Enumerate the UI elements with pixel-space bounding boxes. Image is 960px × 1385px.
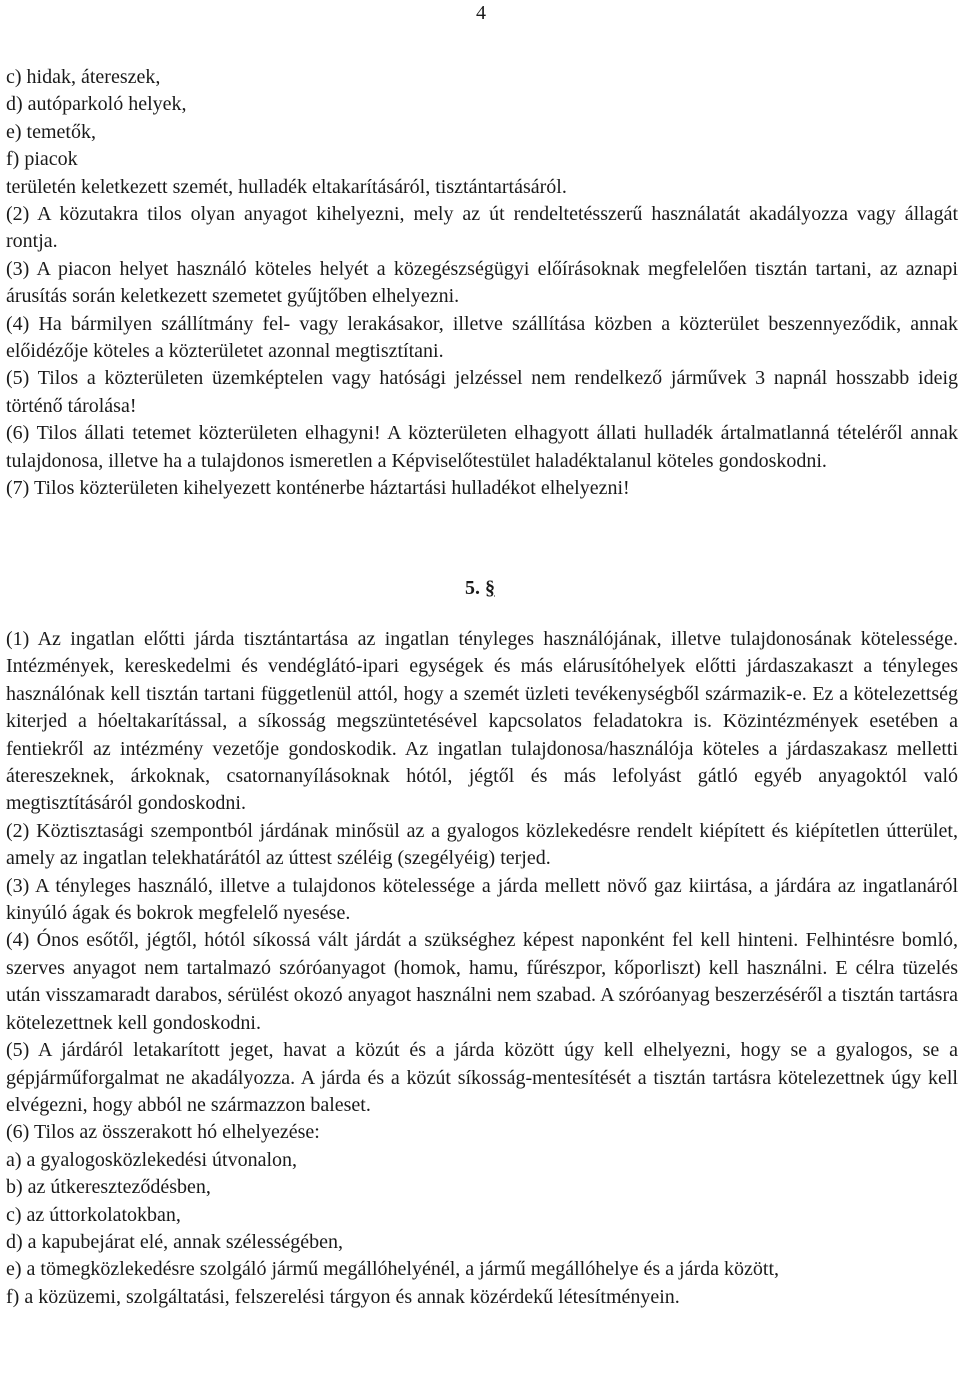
list-item: d) autóparkoló helyek, <box>6 93 187 116</box>
list-item: e) a tömegközlekedésre szolgáló jármű megállóhelyénél, a jármű megállóhelye és a járda között, <box>6 1258 780 1281</box>
section-number: 5. <box>465 577 480 599</box>
list-item: a) a gyalogosközlekedési útvonalon, <box>6 1148 298 1171</box>
section-symbol: § <box>485 577 495 599</box>
paragraph-7: (7) Tilos közterületen kihelyezett konténerbe háztartási hulladékot elhelyezni! <box>6 477 630 500</box>
list-item: f) piacok <box>6 148 78 171</box>
section-heading <box>0 575 960 601</box>
paragraph-3: (3) A piacon helyet használó köteles helyét a közegészségügyi előírásoknak megfelelően tisztán tartani, az aznapi árusítás során keletkezett szemetet gyűjtőben elhelyezni. <box>6 257 958 308</box>
paragraph-2: (2) A közutakra tilos olyan anyagot kihelyezni, mely az út rendeltetésszerű használatát akadályozza vagy állagát rontja. <box>6 203 958 253</box>
paragraph-3: (3) A tényleges használó, illetve a tulajdonos kötelessége a járda mellett növő gaz kiirtása, a járdára az ingatlanáról kinyúló ágak és bokrok megfelelő nyesése. <box>6 874 958 925</box>
page-number: 4 <box>476 2 486 24</box>
list-item: d) a kapubejárat elé, annak szélességében, <box>6 1230 344 1253</box>
list-item: c) az úttorkolatokban, <box>6 1203 181 1226</box>
lower-text-block <box>6 626 958 1311</box>
paragraph-6-heading: (6) Tilos az összerakott hó elhelyezése: <box>6 1121 320 1144</box>
paragraph-4: (4) Ha bármilyen szállítmány fel- vagy lerakásakor, illetve szállítása közben a közterület beszennyeződik, annak előidézője köteles a közterületet azonnal megtisztítani. <box>6 312 958 363</box>
paragraph-4: (4) Ónos esőtől, jégtől, hótól síkossá vált járdát a szükséghez képest naponként fel kell hinteni. Felhintésre bomló, szerves anyagot nem tartalmazó szóróanyagot (homok, hamu, fűrészpor, kőporliszt) kell használni. E célra tüzelés után visszamaradt darabos, sérülést okozó anyagot használni nem szabad. A szóróanyag beszerzéséről a tisztán tartásra kötelezettnek kell gondoskodni. <box>6 929 958 1034</box>
list-item: f) a közüzemi, szolgáltatási, felszerelési tárgyon és annak közérdekű létesítményein. <box>6 1285 680 1308</box>
paragraph-5: (5) A járdáról letakarított jeget, havat a közút és a járda között úgy kell elhelyezni, hogy se a gyalogos, se a gépjárműforgalmat ne akadályozza. A járda és a közút síkosság-mentesítését a tisztán tartásra kötelezettnek úgy kell elvégezni, hogy abból ne származzon baleset. <box>6 1039 958 1116</box>
list-item: e) temetők, <box>6 120 96 143</box>
paragraph-5: (5) Tilos a közterületen üzemképtelen vagy hatósági jelzéssel nem rendelkező járművek 3 napnál hosszabb ideig történő tárolása! <box>6 367 958 417</box>
paragraph-6: (6) Tilos állati tetemet közterületen elhagyni! A közterületen elhagyott állati hulladék ártalmatlanná tételéről annak tulajdonosa, illetve ha a tulajdonos ismeretlen a Képviselőtestület haladéktalanul köteles gondoskodni. <box>6 422 958 472</box>
list-item: c) hidak, átereszek, <box>6 66 161 88</box>
paragraph-2: (2) Köztisztasági szempontból járdának minősül az a gyalogos közlekedésre rendelt kiépített és kiépítetlen útterület, amely az ingatlan telekhatárától az úttest széléig (szegélyéig) terjed. <box>6 819 958 870</box>
upper-text-block <box>6 64 958 503</box>
list-continuation: területén keletkezett szemét, hulladék eltakarításáról, tisztántartásáról. <box>6 175 567 198</box>
paragraph-1: (1) Az ingatlan előtti járda tisztántartása az ingatlan tényleges használójának, illetve tulajdonosának kötelessége. Intézmények, kereskedelmi és vendéglátó-ipari egységek és más elárusítóhelyek előtti járdaszakaszt a tényleges használónak kell tisztán tartani függetlenül attól, hogy a szemét üzleti tevékenységből származik-e. Ez a kötelezettség kiterjed a hóeltakarítással, a síkosság megszüntetésével kapcsolatos feladatokra is. Közintézmények esetében a fentiekről az intézmény vezetője gondoskodik. Az ingatlan tulajdonosa/használója köteles a járdaszakasz melletti átereszeknek, árkoknak, csatornanyílásoknak hótól, jégtől és más lefolyást gátló egyéb anyagoktól való megtisztításáról gondoskodni. <box>6 628 958 815</box>
list-item: b) az útkereszteződésben, <box>6 1176 211 1199</box>
